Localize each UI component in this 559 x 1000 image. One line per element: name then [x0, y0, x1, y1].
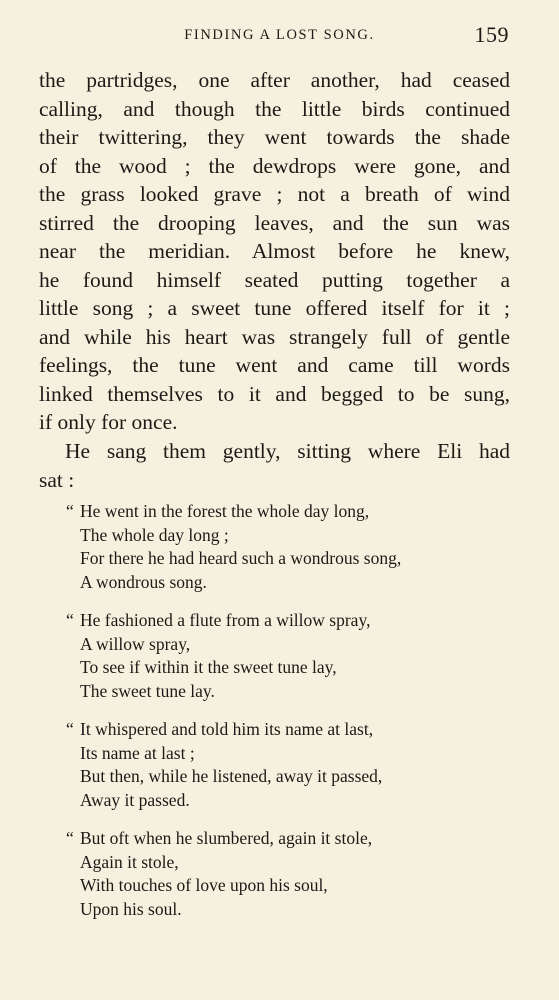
verse-line — [66, 609, 466, 633]
verse-line: A willow spray, — [80, 633, 191, 654]
song-stanza-2 — [66, 609, 466, 703]
verse-text: He went in the forest the whole day long, — [80, 501, 370, 521]
song-stanza-4 — [66, 827, 466, 921]
verse-text: It whispered and told him its name at last, — [80, 719, 374, 739]
text-line: stirred the drooping leaves, and the sun was — [39, 210, 510, 235]
text-line: He sang them gently, sitting where Eli had — [65, 439, 510, 463]
text-line: feelings, the tune went and came till words — [39, 353, 510, 377]
open-quote: “ — [66, 828, 74, 848]
text-line: and while his heart was strangely full of gentle — [39, 324, 510, 349]
verse-line: The sweet tune lay. — [80, 680, 215, 701]
text-line: calling, and though the little birds continued — [39, 96, 510, 121]
verse-line: Again it stole, — [80, 851, 179, 872]
running-title: FINDING A LOST SONG. — [184, 27, 375, 43]
text-line: their twittering, they went towards the shade — [39, 125, 510, 149]
verse-line: Its name at last ; — [80, 742, 195, 763]
paragraph-2 — [39, 437, 510, 494]
text-line: of the wood ; the dewdrops were gone, and — [39, 153, 510, 178]
text-line: he found himself seated putting together a — [39, 267, 510, 292]
verse-line: A wondrous song. — [80, 571, 207, 592]
text-line: the grass looked grave ; not a breath of wind — [39, 182, 510, 206]
verse-line — [66, 718, 466, 742]
verse-line: The whole day long ; — [80, 524, 229, 545]
verse-text: He fashioned a flute from a willow spray, — [80, 610, 371, 630]
verse-line: Upon his soul. — [80, 898, 182, 919]
page-number: 159 — [474, 22, 509, 47]
paragraph-1 — [39, 66, 510, 437]
text-line: near the meridian. Almost before he knew, — [39, 239, 510, 263]
text-line: linked themselves to it and begged to be sung, — [39, 381, 510, 406]
open-quote: “ — [66, 719, 74, 739]
verse-line: With touches of love upon his soul, — [80, 875, 328, 895]
text-line: little song ; a sweet tune offered itself for it ; — [39, 296, 510, 320]
verse-line: Away it passed. — [80, 789, 190, 810]
open-quote: “ — [66, 610, 74, 630]
text-line: if only for once. — [39, 410, 178, 434]
song-stanza-3 — [66, 718, 466, 812]
verse-line — [66, 827, 466, 851]
verse-text: But oft when he slumbered, again it stole, — [80, 828, 373, 848]
song-stanza-1 — [66, 500, 466, 594]
open-quote: “ — [66, 501, 74, 521]
text-line: sat : — [39, 467, 75, 492]
verse-line: But then, while he listened, away it passed, — [80, 766, 383, 786]
verse-line: For there he had heard such a wondrous song, — [80, 548, 402, 568]
verse-line: To see if within it the sweet tune lay, — [80, 657, 337, 677]
verse-line — [66, 500, 466, 524]
text-line: the partridges, one after another, had ceased — [39, 68, 510, 92]
